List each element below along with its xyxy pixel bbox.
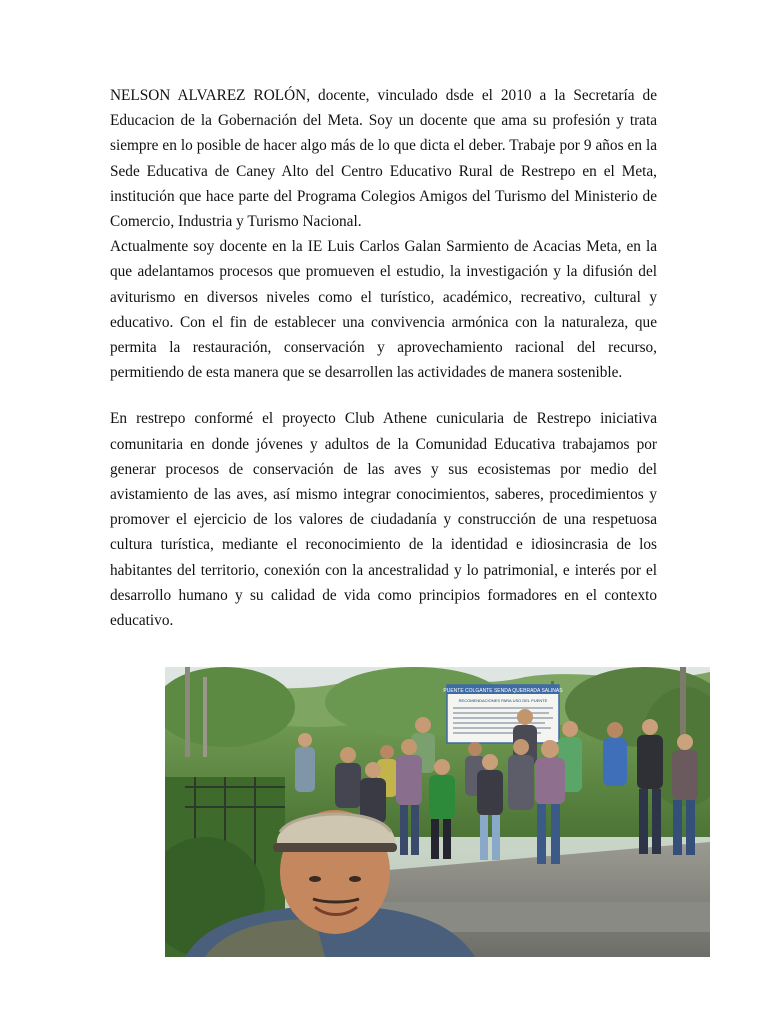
- sign-title: PUENTE COLGANTE SENDA QUEBRADA SALINAS: [443, 688, 563, 694]
- paragraph-club-project: En restrepo conformé el proyecto Club Athene cunicularia de Restrepo iniciativa comunitaria en donde jóvenes y adultos de la Comunidad Educativa trabajamos por generar procesos de conservación de las aves y sus ecosistemas por medio del avistamiento de las aves, así mismo integrar conocimientos, saberes, procedimientos y promover el ejercicio de los valores de ciudadanía y construcción de una respetuosa cultura turística, mediante el reconocimiento de la identidad e idiosincrasia de los habitantes del territorio, conexión con la ancestralidad y lo patrimonial, e interés por el desarrollo humano y su calidad de vida como principios formadores en el contexto educativo.: [110, 410, 657, 630]
- paragraph-current-work: Actualmente soy docente en la IE Luis Carlos Galan Sarmiento de Acacias Meta, en la que adelantamos procesos que promueven el estudio, la investigación y la difusión del aviturismo en diversos niveles como el turístico, académico, recreativo, cultural y educativo. Con el fin de establecer una convivencia armónica con la naturaleza, que permita la restauración, conservación y aprovechamiento racional del recurso, permitiendo de esta manera que se desarrollen las actividades de manera sostenible.: [110, 238, 657, 382]
- paragraph-intro: NELSON ALVAREZ ROLÓN, docente, vinculado dsde el 2010 a la Secretaría de Educacion de la Gobernación del Meta. Soy un docente que ama su profesión y trata siempre en lo posible de hacer algo más de lo que dicta el deber. Trabaje por 9 años en la Sede Educativa de Caney Alto del Centro Educativo Rural de Restrepo en el Meta, institución que hace parte del Programa Colegios Amigos del Turismo del Ministerio de Comercio, Industria y Turismo Nacional.: [110, 87, 657, 231]
- body-text: [110, 83, 657, 633]
- group-photo: [165, 667, 710, 957]
- sign-subtitle: RECOMENDACIONES PARA USO DEL PUENTE: [458, 698, 548, 703]
